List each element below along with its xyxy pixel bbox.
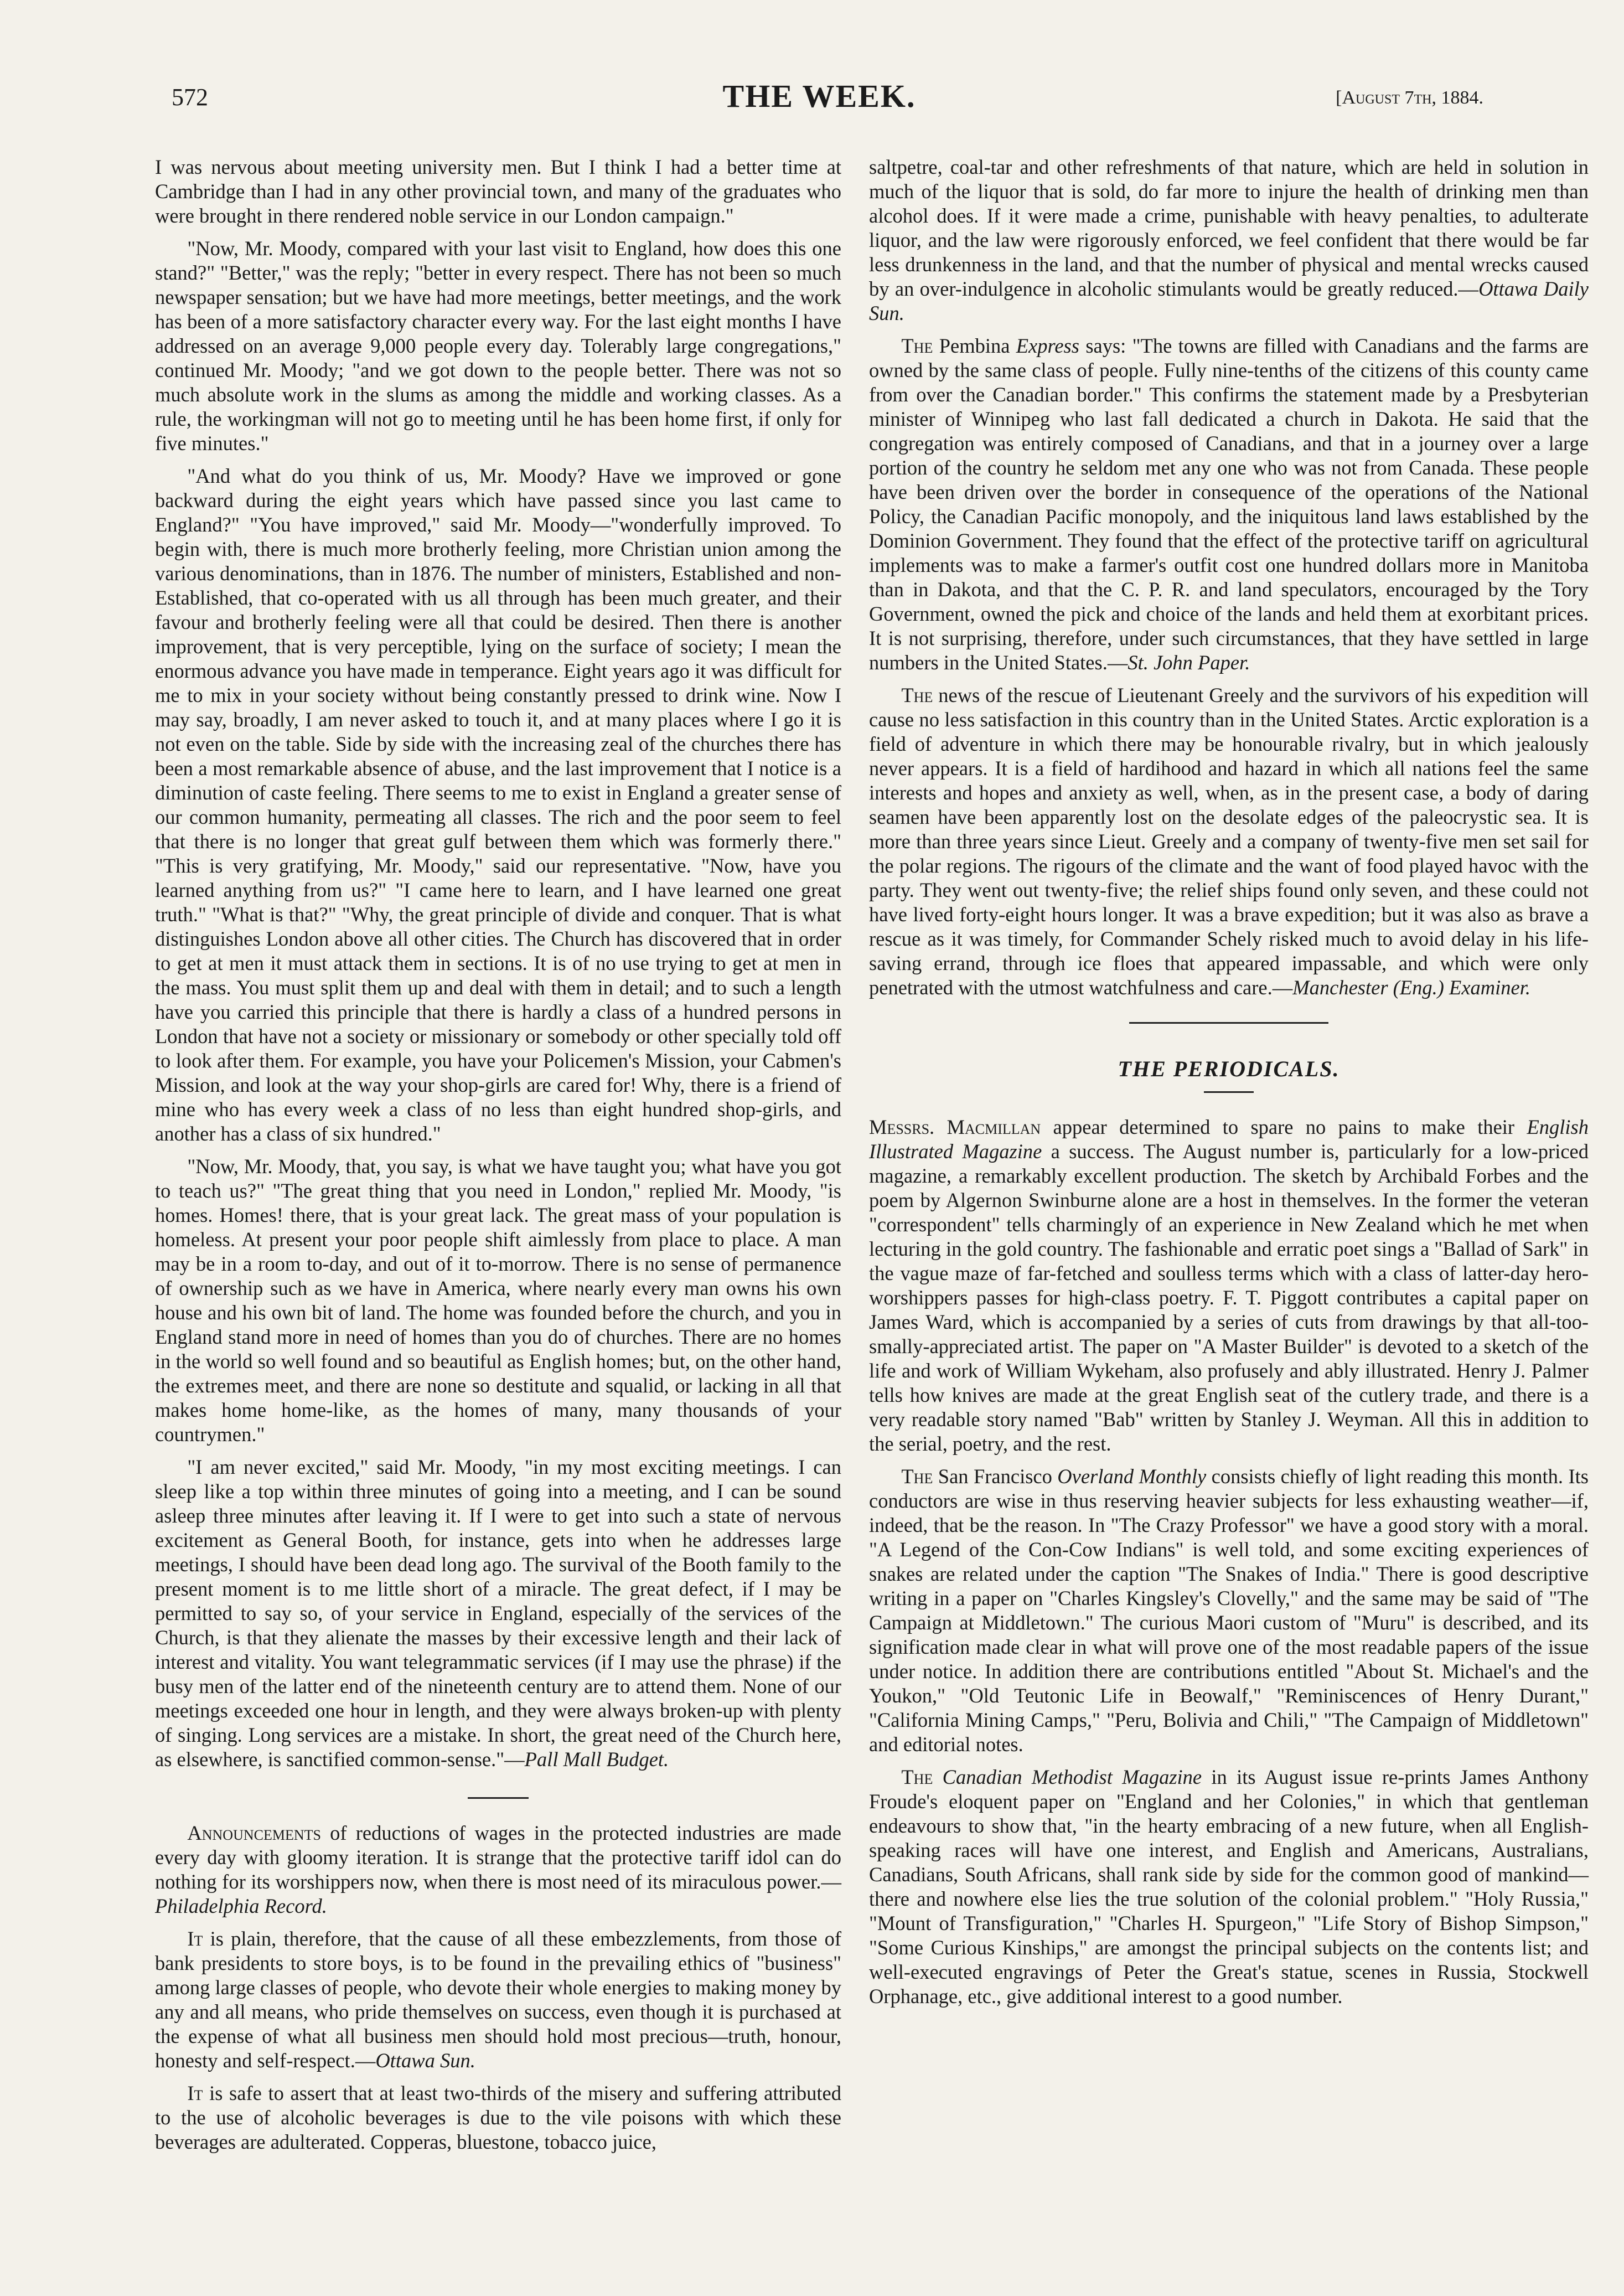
paragraph-text: appear determined to spare no pains to make their: [1041, 1116, 1527, 1138]
page-number: 572: [172, 84, 208, 111]
article-paragraph: [869, 1464, 1589, 1757]
divider-rule: [1129, 1022, 1328, 1024]
article-paragraph: [155, 1927, 841, 2073]
paragraph-text: of reductions of wages in the protected industries are made every day with gloomy iteration. It is strange that the protective tariff idol can do nothing for its worshippers now, when there is most need of its miraculous power.—: [155, 1822, 841, 1893]
article-paragraph: "Now, Mr. Moody, compared with your last visit to England, how does this one stand?" "Better," was the reply; "better in every respect. There has not been so much newspaper sensation; but we have had more meetings, better meetings, and the work has been of a more satisfactory character every way. For the last eight months I have addressed on an average 9,000 people every day. Tolerably large congregations," continued Mr. Moody; "and we got down to the people better. There was not so much absolute work in the slums as among the middle and working classes. As a rule, the workingman will not go to meeting until he has been home first, if only for five minutes.": [155, 237, 841, 455]
article-paragraph: [869, 683, 1589, 1000]
issue-date: [August 7th, 1884.: [1336, 87, 1483, 108]
article-paragraph: [869, 155, 1589, 326]
lead-word: Messrs. Macmillan: [869, 1116, 1041, 1138]
publication-name: Express: [1016, 334, 1079, 357]
lead-word: The: [901, 684, 933, 706]
paragraph-text: consists chiefly of light reading this month. Its conductors are wise in thus reserving heavier subjects for less exhausting weather—if, indeed, that be the reason. In "The Crazy Professor" we have a good story with a moral. "A Legend of the Con-Cow Indians" is well told, and some exciting experiences of snakes are related under the caption "The Snakes of India." There is good descriptive writing in a paper on "Charles Kingsley's Clovelly," and the same may be said of "The Campaign at Middletown." The curious Maori custom of "Muru" is described, and its signification made clear in what will prove one of the most readable papers of the issue under notice. In addition there are contributions entitled "About St. Michael's and the Youkon," "Old Teutonic Life in Beowalf," "Reminiscences of Henry Durant," "California Mining Camps," "Peru, Bolivia and Chili," "The Campaign of Middletown" and editorial notes.: [869, 1465, 1589, 1756]
lead-word: It: [187, 2082, 203, 2104]
paragraph-text: a success. The August number is, particularly for a low-priced magazine, a remarkably excellent production. The sketch by Archibald Forbes and the poem by Algernon Swinburne alone are a host in themselves. In the former the veteran "correspondent" tells charmingly of an experience in New Zealand which he met when lecturing in the gold country. The fashionable and erratic poet sings a "Ballad of Sark" in the vague maze of far-fetched and soulless terms which with a class of latter-day hero-worshippers passes for high-class poetry. F. T. Piggott contributes a capital paper on James Ward, which is accompanied by a series of cuts from drawings by that all-too-smally-appreciated artist. The paper on "A Master Builder" is devoted to a sketch of the life and work of William Wykeham, also profusely and ably illustrated. Henry J. Palmer tells how knives are made at the great English seat of the cutlery trade, and there is a very readable story named "Bab" written by Stanley J. Weyman. All this in addition to the serial, poetry, and the rest.: [869, 1140, 1589, 1455]
article-paragraph: "Now, Mr. Moody, that, you say, is what we have taught you; what have you got to teach us?" "The great thing that you need in London," replied Mr. Moody, "is homes. Homes! there, that is your great lack. The great mass of your population is homeless. At present your poor people shift aimlessly from place to place. A man may be in a room to-day, and out of it to-morrow. There is no sense of permanence of ownership such as we have in America, where nearly every man owns his own house and his own bit of land. The home was founded before the church, and you in England stand more in need of homes than you do of churches. There are no homes in the world so well found and so beautiful as English homes; but, on the other hand, the extremes meet, and there are none so destitute and squalid, or lacking in all that makes home home-like, as the homes of many, many thousands of your countrymen.": [155, 1155, 841, 1446]
paragraph-text: "I am never excited," said Mr. Moody, "in my most exciting meetings. I can sleep like a top within three minutes of going into a meeting, and I can be sound asleep three minutes after leaving it. If I were to get into such a state of nervous excitement as General Booth, for instance, gets into when he addresses large meetings, I should have been dead long ago. The survival of the Booth family to the present moment is to me little short of a miracle. The great defect, if I may be permitted to say so, of your service in England, especially of the services of the Church, is that they alienate the masses by their excessive length and their lack of interest and vitality. You want telegrammatic services (if I may use the phrase) if the busy men of the latter end of the nineteenth century are to attend them. None of our meetings exceeded one hour in length, and they were always broken-up with plenty of singing. Long services are a mistake. In short, the great need of the Church here, as elsewhere, is sanctified common-sense."—: [155, 1456, 841, 1771]
lead-word: The: [901, 1465, 933, 1488]
paragraph-text: San Francisco: [933, 1465, 1058, 1488]
article-paragraph: [155, 2081, 841, 2154]
article-paragraph: "And what do you think of us, Mr. Moody? Have we improved or gone backward during the eight years which have passed since you last came to England?" "You have improved," said Mr. Moody—"wonderfully improved. To begin with, there is much more brotherly feeling, more Christian union among the various denominations, than in 1876. The number of ministers, Established and non-Established, that co-operated with us all through has been much greater, and their favour and brotherly feeling were all that could be desired. Then there is another improvement, that is very perceptible, lying on the surface of society; I mean the enormous advance you have made in temperance. Eight years ago it was difficult for me to mix in your society without being constantly pressed to drink wine. Now I may say, broadly, I am never asked to touch it, and at many places where I go it is not even on the table. Side by side with the increasing zeal of the churches there has been a most remarkable absence of abuse, and the last improvement that I notice is a diminution of caste feeling. There seems to me to exist in England a greater sense of our common humanity, permeating all classes. The rich and the poor seem to feel that there is no longer that great gulf between them which was formerly there." "This is very gratifying, Mr. Moody," said our representative. "Now, have you learned anything from us?" "I came here to learn, and I have learned one great truth." "What is that?" "Why, the great principle of divide and conquer. That is what distinguishes London above all other cities. The Church has discovered that in order to get at men it must attack them in sections. It is of no use trying to get at men in the mass. You must split them up and deal with them in detail; and to such a length have you carried this principle that there is hardly a class of a hundred persons in London that have not a society or missionary or somebody or other specially told off to look after them. For example, you have your Policemen's Mission, your Cabmen's Mission, and look at the way your shop-girls are cared for! Why, there is a friend of mine who has every week a class of no less than eight hundred shop-girls, and another has a class of six hundred.": [155, 465, 841, 1145]
source-citation: Ottawa Sun.: [375, 2049, 475, 2072]
divider-rule: [1204, 1091, 1254, 1093]
article-paragraph: [869, 1115, 1589, 1456]
paragraph-text: Pembina: [933, 334, 1016, 357]
publication-name: Overland Monthly: [1057, 1465, 1207, 1488]
left-column: [155, 155, 841, 2163]
source-citation: Pall Mall Budget.: [524, 1748, 669, 1771]
article-paragraph: I was nervous about meeting university men. But I think I had a better time at Cambridge than I had in any other provincial town, and many of the graduates who were brought in there rendered noble service in our London campaign.": [155, 156, 841, 227]
lead-word: It: [187, 1927, 203, 1950]
paragraph-text: in its August issue re-prints James Anthony Froude's eloquent paper on "England and her Colonies," in which that gentleman endeavours to show that, "in the hearty embracing of a new future, when all English-speaking races will have one interest, and English and Americans, Australians, Canadians, South Africans, shall rank side by side for the common good of mankind—there and nowhere else lies the true solution of the colonial problem." "Holy Russia," "Mount of Transfiguration," "Charles H. Spurgeon," "Life Story of Bishop Simpson," "Some Curious Kinships," are amongst the principal subjects on the contents list; and well-executed engravings of Peter the Great's statue, scenes in Russia, Stockwell Orphanage, etc., give additional interest to a good number.: [869, 1766, 1589, 2008]
article-paragraph: [869, 334, 1589, 675]
publication-name: Canadian Methodist Magazine: [933, 1766, 1202, 1788]
lead-word: The: [901, 334, 933, 357]
paragraph-text: says: "The towns are filled with Canadians and the farms are owned by the same class of people. Fully nine-tenths of the citizens of this county came from over the Canadian border." This confirms the statement made by a Presbyterian minister of Winnipeg who last fall dedicated a church in Dakota. He said that the congregation was entirely composed of Canadians, and that in a journey over a large portion of the country he seldom met any one who was not from Canada. These people have been driven over the border in consequence of the operations of the National Policy, the Canadian Pacific monopoly, and the iniquitous land laws established by the Dominion Government. They found that the effect of the protective tariff on agricultural implements was to make a farmer's outfit cost one hundred dollars more in Manitoba than in Dakota, and that the C. P. R. and land speculators, encouraged by the Tory Government, owned the pick and choice of the lands and held them at exorbitant prices. It is not surprising, therefore, under such circumstances, that they have settled in large numbers in the United States.—: [869, 334, 1589, 674]
article-paragraph: [155, 1821, 841, 1918]
divider-rule: [468, 1797, 529, 1799]
right-column: [869, 155, 1589, 2017]
source-citation: St. John Paper.: [1128, 651, 1250, 674]
paragraph-text: is plain, therefore, that the cause of all these embezzlements, from those of bank presidents to store boys, is to be found in the prevailing ethics of "business" among large classes of people, who devote their whole energies to making money by any and all means, who pride themselves on success, even though it is purchased at the expense of what all business men should hold most precious—truth, honour, honesty and self-respect.—: [155, 1927, 841, 2072]
lead-word: The: [901, 1766, 933, 1788]
paragraph-text: is safe to assert that at least two-thirds of the misery and suffering attributed to the use of alcoholic beverages is due to the vile poisons with which these beverages are adulterated. Copperas, bluestone, tobacco juice,: [155, 2082, 841, 2153]
source-citation: Manchester (Eng.) Examiner.: [1292, 976, 1531, 999]
article-paragraph: [869, 1765, 1589, 2009]
masthead-title: THE WEEK.: [722, 78, 916, 114]
publication-name: English Illustrated Magazine: [869, 1116, 1589, 1163]
paragraph-text: saltpetre, coal-tar and other refreshments of that nature, which are held in solution in much of the liquor that is sold, do far more to injure the health of drinking men than alcohol does. If it were made a crime, punishable with heavy penalties, to adulterate liquor, and the law were rigorously enforced, we feel confident that there would be far less drunkenness in the land, and that the number of physical and mental wrecks caused by an over-indulgence in alcoholic stimulants would be greatly reduced.—: [869, 156, 1589, 300]
article-paragraph: [155, 1455, 841, 1772]
source-citation: Philadelphia Record.: [155, 1895, 327, 1917]
paragraph-text: news of the rescue of Lieutenant Greely and the survivors of his expedition will cause no less satisfaction in this country than in the United States. Arctic exploration is a field of adventure in which there may be honourable rivalry, but in which jealously never appears. It is a field of hardihood and hazard in which all nations feel the same interests and hopes and anxiety as well, when, as in the present case, a body of daring seamen have been apparently lost on the desolate edges of the paleocrystic sea. It is more than three years since Lieut. Greely and a company of twenty-five men set sail for the polar regions. The rigours of the climate and the want of food played havoc with the party. They went out twenty-five; the relief ships found only seven, and these could not have lived forty-eight hours longer. It was a brave expedition; but it was also as brave a rescue as it was timely, for Commander Schely risked much to avoid delay in his life-saving errand, through ice floes that appeared impassable, and which were only penetrated with the utmost watchfulness and care.—: [869, 684, 1589, 999]
section-title: THE PERIODICALS.: [1118, 1056, 1340, 1081]
source-citation: Ottawa Daily Sun.: [869, 277, 1589, 324]
lead-word: Announcements: [187, 1822, 321, 1844]
page-header: [155, 78, 1483, 122]
